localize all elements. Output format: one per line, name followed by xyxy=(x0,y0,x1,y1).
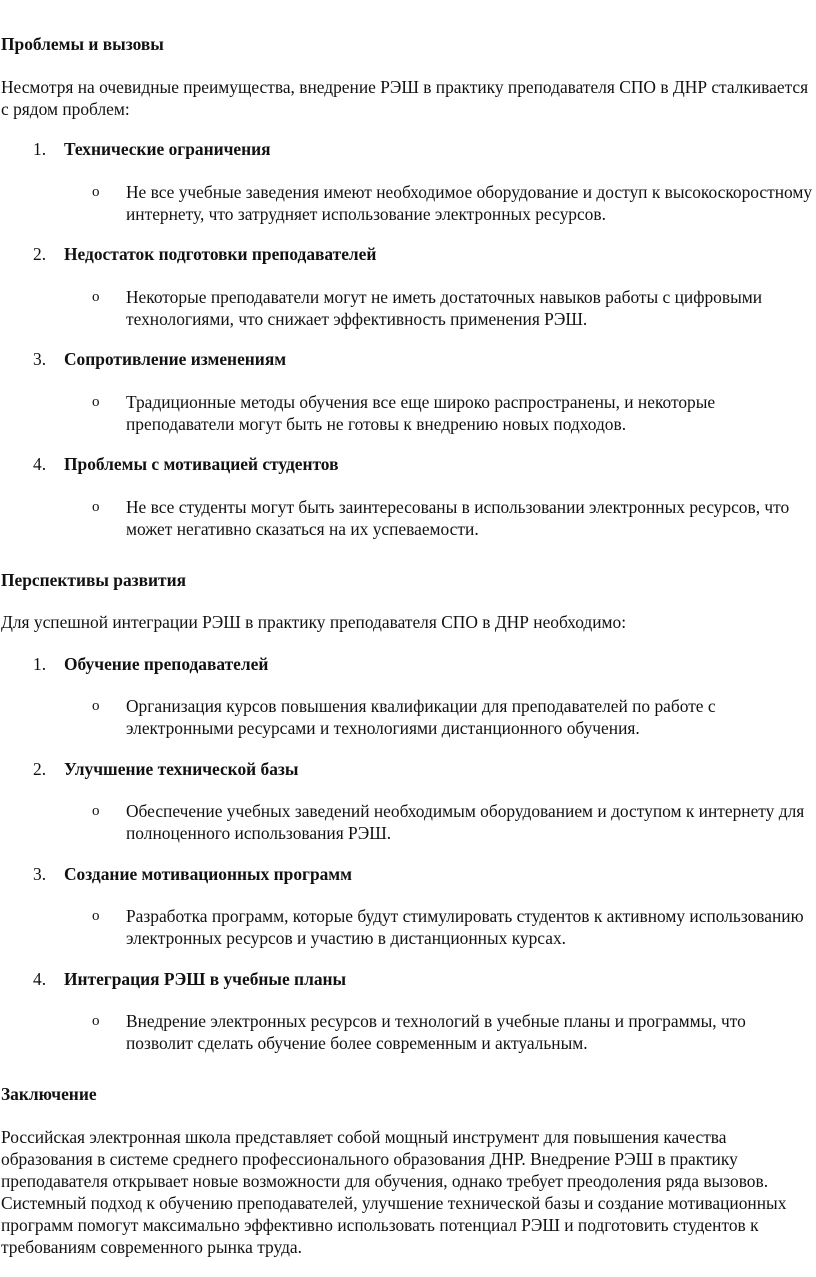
sub-item-text: Не все студенты могут быть заинтересованы в использовании электронных ресурсов, что может негативно сказаться на их успеваемости. xyxy=(126,497,790,539)
sub-item-text: Организация курсов повышения квалификации для преподавателей по работе с электронными ресурсами и технологиями дистанционного обучения. xyxy=(126,696,716,738)
sub-item-text: Некоторые преподаватели могут не иметь достаточных навыков работы с цифровыми технологиями, что снижает эффективность применения РЭШ. xyxy=(126,287,763,329)
section-heading-conclusion: Заключение xyxy=(1,1084,97,1104)
item-title: Обучение преподавателей xyxy=(64,654,269,674)
circle-bullet-icon: o xyxy=(92,908,100,924)
prospects-intro: Для успешной интеграции РЭШ в практику преподавателя СПО в ДНР необходимо: xyxy=(1,612,627,632)
circle-bullet-icon: o xyxy=(92,289,100,305)
circle-bullet-icon: o xyxy=(92,1013,100,1029)
circle-bullet-icon: o xyxy=(92,499,100,515)
sub-item-text: Традиционные методы обучения все еще широко распространены, и некоторые преподаватели могут быть не готовы к внедрению новых подходов. xyxy=(126,392,716,434)
circle-bullet-icon: o xyxy=(92,803,100,819)
section-heading-prospects: Перспективы развития xyxy=(1,570,187,590)
item-title: Проблемы с мотивацией студентов xyxy=(64,454,339,474)
item-title: Технические ограничения xyxy=(64,139,271,159)
item-title: Интеграция РЭШ в учебные планы xyxy=(64,969,347,989)
item-number: 1. xyxy=(33,139,47,159)
item-title: Создание мотивационных программ xyxy=(64,864,352,884)
item-number: 2. xyxy=(33,244,47,264)
circle-bullet-icon: o xyxy=(92,184,100,200)
item-number: 4. xyxy=(33,454,47,474)
item-title: Улучшение технической базы xyxy=(64,759,299,779)
sub-item-text: Обеспечение учебных заведений необходимым оборудованием и доступом к интернету для полноценного использования РЭШ. xyxy=(126,801,805,843)
item-title: Сопротивление изменениям xyxy=(64,349,287,369)
problems-intro: Несмотря на очевидные преимущества, внедрение РЭШ в практику преподавателя СПО в ДНР сталкивается с рядом проблем: xyxy=(1,77,809,119)
sub-item-text: Внедрение электронных ресурсов и технологий в учебные планы и программы, что позволит сделать обучение более современным и актуальным. xyxy=(126,1011,746,1053)
item-number: 3. xyxy=(33,349,47,369)
circle-bullet-icon: o xyxy=(92,698,100,714)
sub-item-text: Не все учебные заведения имеют необходимое оборудование и доступ к высокоскоростному интернету, что затрудняет использование электронных ресурсов. xyxy=(126,182,813,224)
section-heading-problems: Проблемы и вызовы xyxy=(1,34,164,54)
item-number: 2. xyxy=(33,759,47,779)
sub-item-text: Разработка программ, которые будут стимулировать студентов к активному использованию электронных ресурсов и участию в дистанционных курсах. xyxy=(126,906,804,948)
circle-bullet-icon: o xyxy=(92,394,100,410)
item-number: 3. xyxy=(33,864,47,884)
item-number: 4. xyxy=(33,969,47,989)
conclusion-text: Российская электронная школа представляет собой мощный инструмент для повышения качества образования в системе среднего профессионального образования ДНР. Внедрение РЭШ в практику преподавателя открывает новые возможности для обучения, однако требует преодоления ряда вызовов. Системный подход к обучению преподавателей, улучшение технической базы и создание мотивационных программ помогут максимально эффективно использовать потенциал РЭШ и подготовить студентов к требованиям современного рынка труда. xyxy=(1,1127,787,1257)
item-title: Недостаток подготовки преподавателей xyxy=(64,244,377,264)
item-number: 1. xyxy=(33,654,47,674)
